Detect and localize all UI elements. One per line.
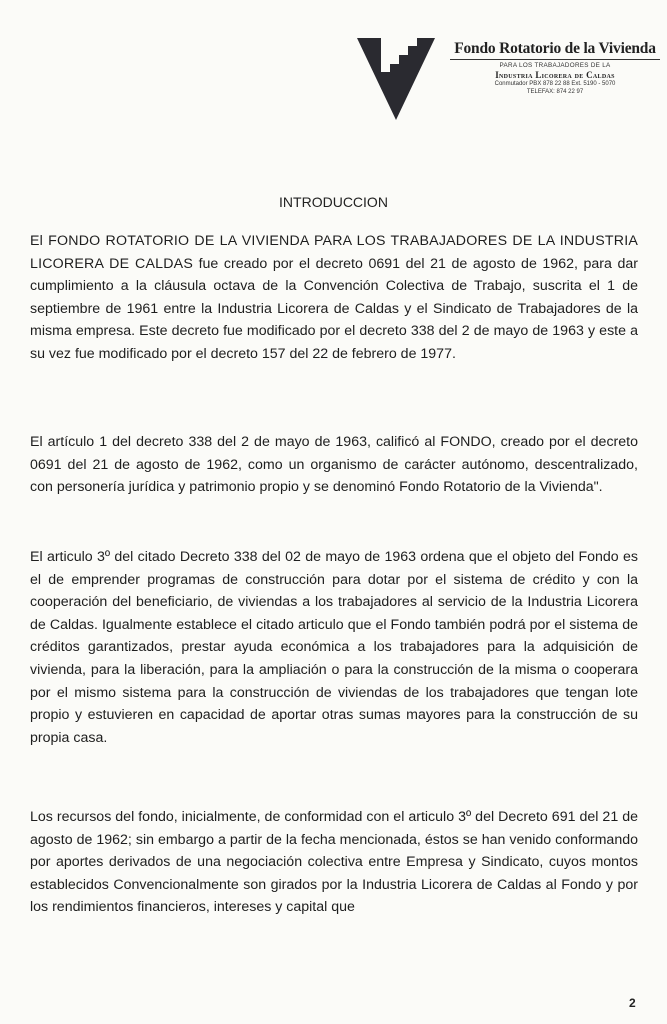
paragraph-1-text: fue creado por el decreto 0691 del 21 de agosto de 1962, para dar cumplimiento a la cláusula octava de la Convención Colectiva de Trabajo, suscrita el 1 de septiembre de 1961 entre la Industria Licorera de Caldas y el Sindicato de Trabajadores de la misma empresa. Este decreto fue modificado por el decreto 338 del 2 de mayo de 1963 y este a su vez fue modificado por el decreto 157 del 22 de febrero de 1977. bbox=[30, 255, 638, 362]
paragraph-3: El articulo 3º del citado Decreto 338 del 02 de mayo de 1963 ordena que el objeto del Fondo es el de emprender programas de construcción para dotar por el sistema de crédito y con la cooperación del beneficiario, de viviendas a los trabajadores al servicio de la Industria Licorera de Caldas. Igualmente establece el citado articulo que el Fondo también podrá por el sistema de créditos garantizados, prestar ayuda económica a los trabajadores para la adquisición de vivienda, para la liberación, para la ampliación o para la construcción de la misma o cooperara por el mismo sistema para la construcción de viviendas de los trabajadores que tengan lote propio y estuvieren en capacidad de aportar otras sumas mayores para la construcción de su propia casa. bbox=[30, 549, 638, 746]
organization-subtitle: PARA LOS TRABAJADORES DE LA bbox=[499, 62, 611, 69]
section-heading: INTRODUCCION bbox=[279, 194, 388, 210]
organization-title: Fondo Rotatorio de la Vivienda bbox=[450, 40, 660, 60]
paragraph-1 bbox=[30, 230, 638, 366]
paragraph-4: Los recursos del fondo, inicialmente, de conformidad con el articulo 3º del Decreto 691 del 21 de agosto de 1962; sin embargo a partir de la fecha mencionada, éstos se han venido conformando por aportes derivados de una negociación colectiva entre Empresa y Sindicato, cuyos montos establecidos Convencionalmente son girados por la Industria Licorera de Caldas al Fondo y por los rendimientos financieros, intereses y capital que bbox=[30, 809, 638, 916]
contact-telefax: TELEFAX: 874 22 97 bbox=[526, 89, 584, 95]
page-number: 2 bbox=[629, 996, 636, 1010]
paragraph-1-lead: El FONDO ROTATORIO DE LA VIVIENDA PARA LOS TRABAJADORES DE LA INDUSTRIA LICORERA DE CALDAS bbox=[30, 233, 638, 272]
letterhead-text bbox=[450, 34, 660, 96]
company-name: Industria Licorera de Caldas bbox=[495, 70, 615, 80]
paragraph-2: El artículo 1 del decreto 338 del 2 de mayo de 1963, calificó al FONDO, creado por el decreto 0691 del 21 de agosto de 1962, como un organismo de carácter autónomo, descentralizado, con personería jurídica y patrimonio propio y se denominó Fondo Rotatorio de la Vivienda". bbox=[30, 434, 638, 496]
contact-phone: Conmutador PBX 878 22 88 Ext. 5190 - 5070 bbox=[494, 81, 616, 87]
letterhead bbox=[355, 34, 660, 124]
stepped-inverted-triangle-logo-icon bbox=[357, 38, 435, 120]
